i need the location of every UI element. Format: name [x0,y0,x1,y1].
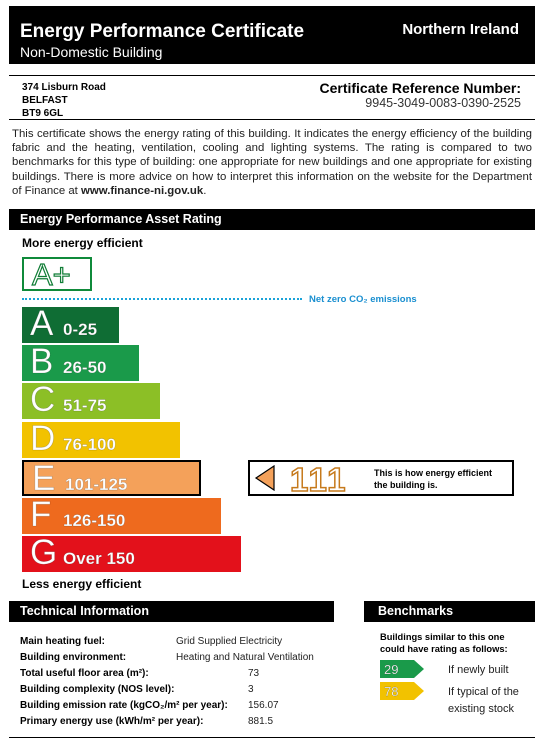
band-letter: F [30,495,52,534]
certificate-title: Energy Performance Certificate [20,21,305,42]
certificate-subtitle: Non-Domestic Building [20,44,163,60]
band-range: 0-25 [63,320,98,339]
benchmark-label: If newly built [448,664,509,676]
technical-info-value: 73 [248,668,260,679]
current-rating-arrow-icon [254,465,280,491]
technical-info-value: 156.07 [248,700,279,711]
divider [9,737,535,738]
technical-info-label: Main heating fuel: [20,636,105,647]
technical-info-value: 881.5 [248,716,274,727]
current-rating-text-2: the building is. [374,480,438,490]
technical-info-row [20,636,330,652]
technical-info-label: Total useful floor area (m²): [20,668,149,679]
band-letter: C [30,380,56,420]
technical-info-label: Primary energy use (kWh/m² per year): [20,716,204,727]
band-letter: A [30,304,54,343]
certificate-reference-label: Certificate Reference Number: [319,80,521,96]
band-range: 76-100 [63,434,116,454]
benchmark-value: 78 [384,684,399,699]
rating-band-a [22,304,119,343]
current-rating-text-1: This is how energy efficient [374,468,493,478]
rating-band-e [22,460,201,496]
rating-band-f [22,495,221,534]
benchmark-label: If typical of the existing stock [448,686,519,715]
technical-info-value: Grid Supplied Electricity [176,636,283,647]
technical-info-label: Building complexity (NOS level): [20,684,175,695]
band-letter: D [30,418,56,458]
intro-paragraph [12,127,532,198]
address-line-3: BT9 6GL [22,108,64,119]
benchmarks-intro: Buildings similar to this one could have rating as follows: [380,632,508,654]
band-range: 26-50 [63,358,107,378]
finance-website-link[interactable]: www.finance-ni.gov.uk [81,184,204,197]
address-line-2: BELFAST [22,95,68,106]
divider [9,119,535,120]
benchmarks-title: Benchmarks [378,604,454,618]
rating-band-d [22,418,180,458]
benchmark-value: 29 [384,662,399,677]
technical-info-table [20,636,330,732]
technical-info-row [20,700,330,716]
intro-text: This certificate shows the energy rating of this building. It indicates the energy efficiency of the building fabric and the heating, ventilation, cooling and lighting systems. The rating is compared to two benchmarks for this type of building: one appropriate for new buildings and one appropriate for existing buildings. There is more advice on how to interpret this information on the website for the Department of Finance at [12,128,532,197]
technical-info-label: Building emission rate (kgCO₂/m² per year): [20,700,228,711]
intro-end: . [203,184,207,197]
technical-info-row [20,684,330,700]
technical-info-row [20,668,330,684]
certificate-header [9,6,535,64]
property-address [22,81,106,120]
certificate-reference-number: 9945-3049-0083-0390-2525 [365,96,521,110]
rating-band-g [22,533,241,573]
technical-info-value: Heating and Natural Ventilation [176,652,314,663]
rating-band-c [22,380,160,420]
net-zero-dotted-line [22,298,302,300]
address-line-1: 374 Lisburn Road [22,82,106,93]
current-rating-value: 111 [290,461,348,498]
current-rating-description [374,467,492,491]
more-efficient-label: More energy efficient [22,236,143,250]
band-range: 51-75 [63,396,107,416]
asset-rating-section-header [9,209,535,230]
band-range: Over 150 [63,549,135,569]
technical-info-section-header [9,601,334,622]
divider [9,75,535,76]
technical-info-label: Building environment: [20,652,127,663]
benchmarks-section-header [364,601,535,622]
current-rating-indicator [248,460,514,496]
rating-band-b [22,342,139,382]
region-label: Northern Ireland [402,21,519,38]
aplus-band [22,257,92,291]
aplus-label: A+ [32,257,71,292]
technical-info-row [20,716,330,732]
technical-info-title: Technical Information [20,604,149,618]
band-range: 126-150 [63,511,126,530]
band-letter: G [30,533,58,573]
band-letter: E [32,458,56,498]
band-letter: B [30,342,54,382]
asset-rating-title: Energy Performance Asset Rating [20,212,222,226]
less-efficient-label: Less energy efficient [22,577,142,591]
technical-info-row [20,652,330,668]
technical-info-value: 3 [248,684,254,695]
band-range: 101-125 [65,474,128,494]
net-zero-label: Net zero CO₂ emissions [309,294,417,305]
